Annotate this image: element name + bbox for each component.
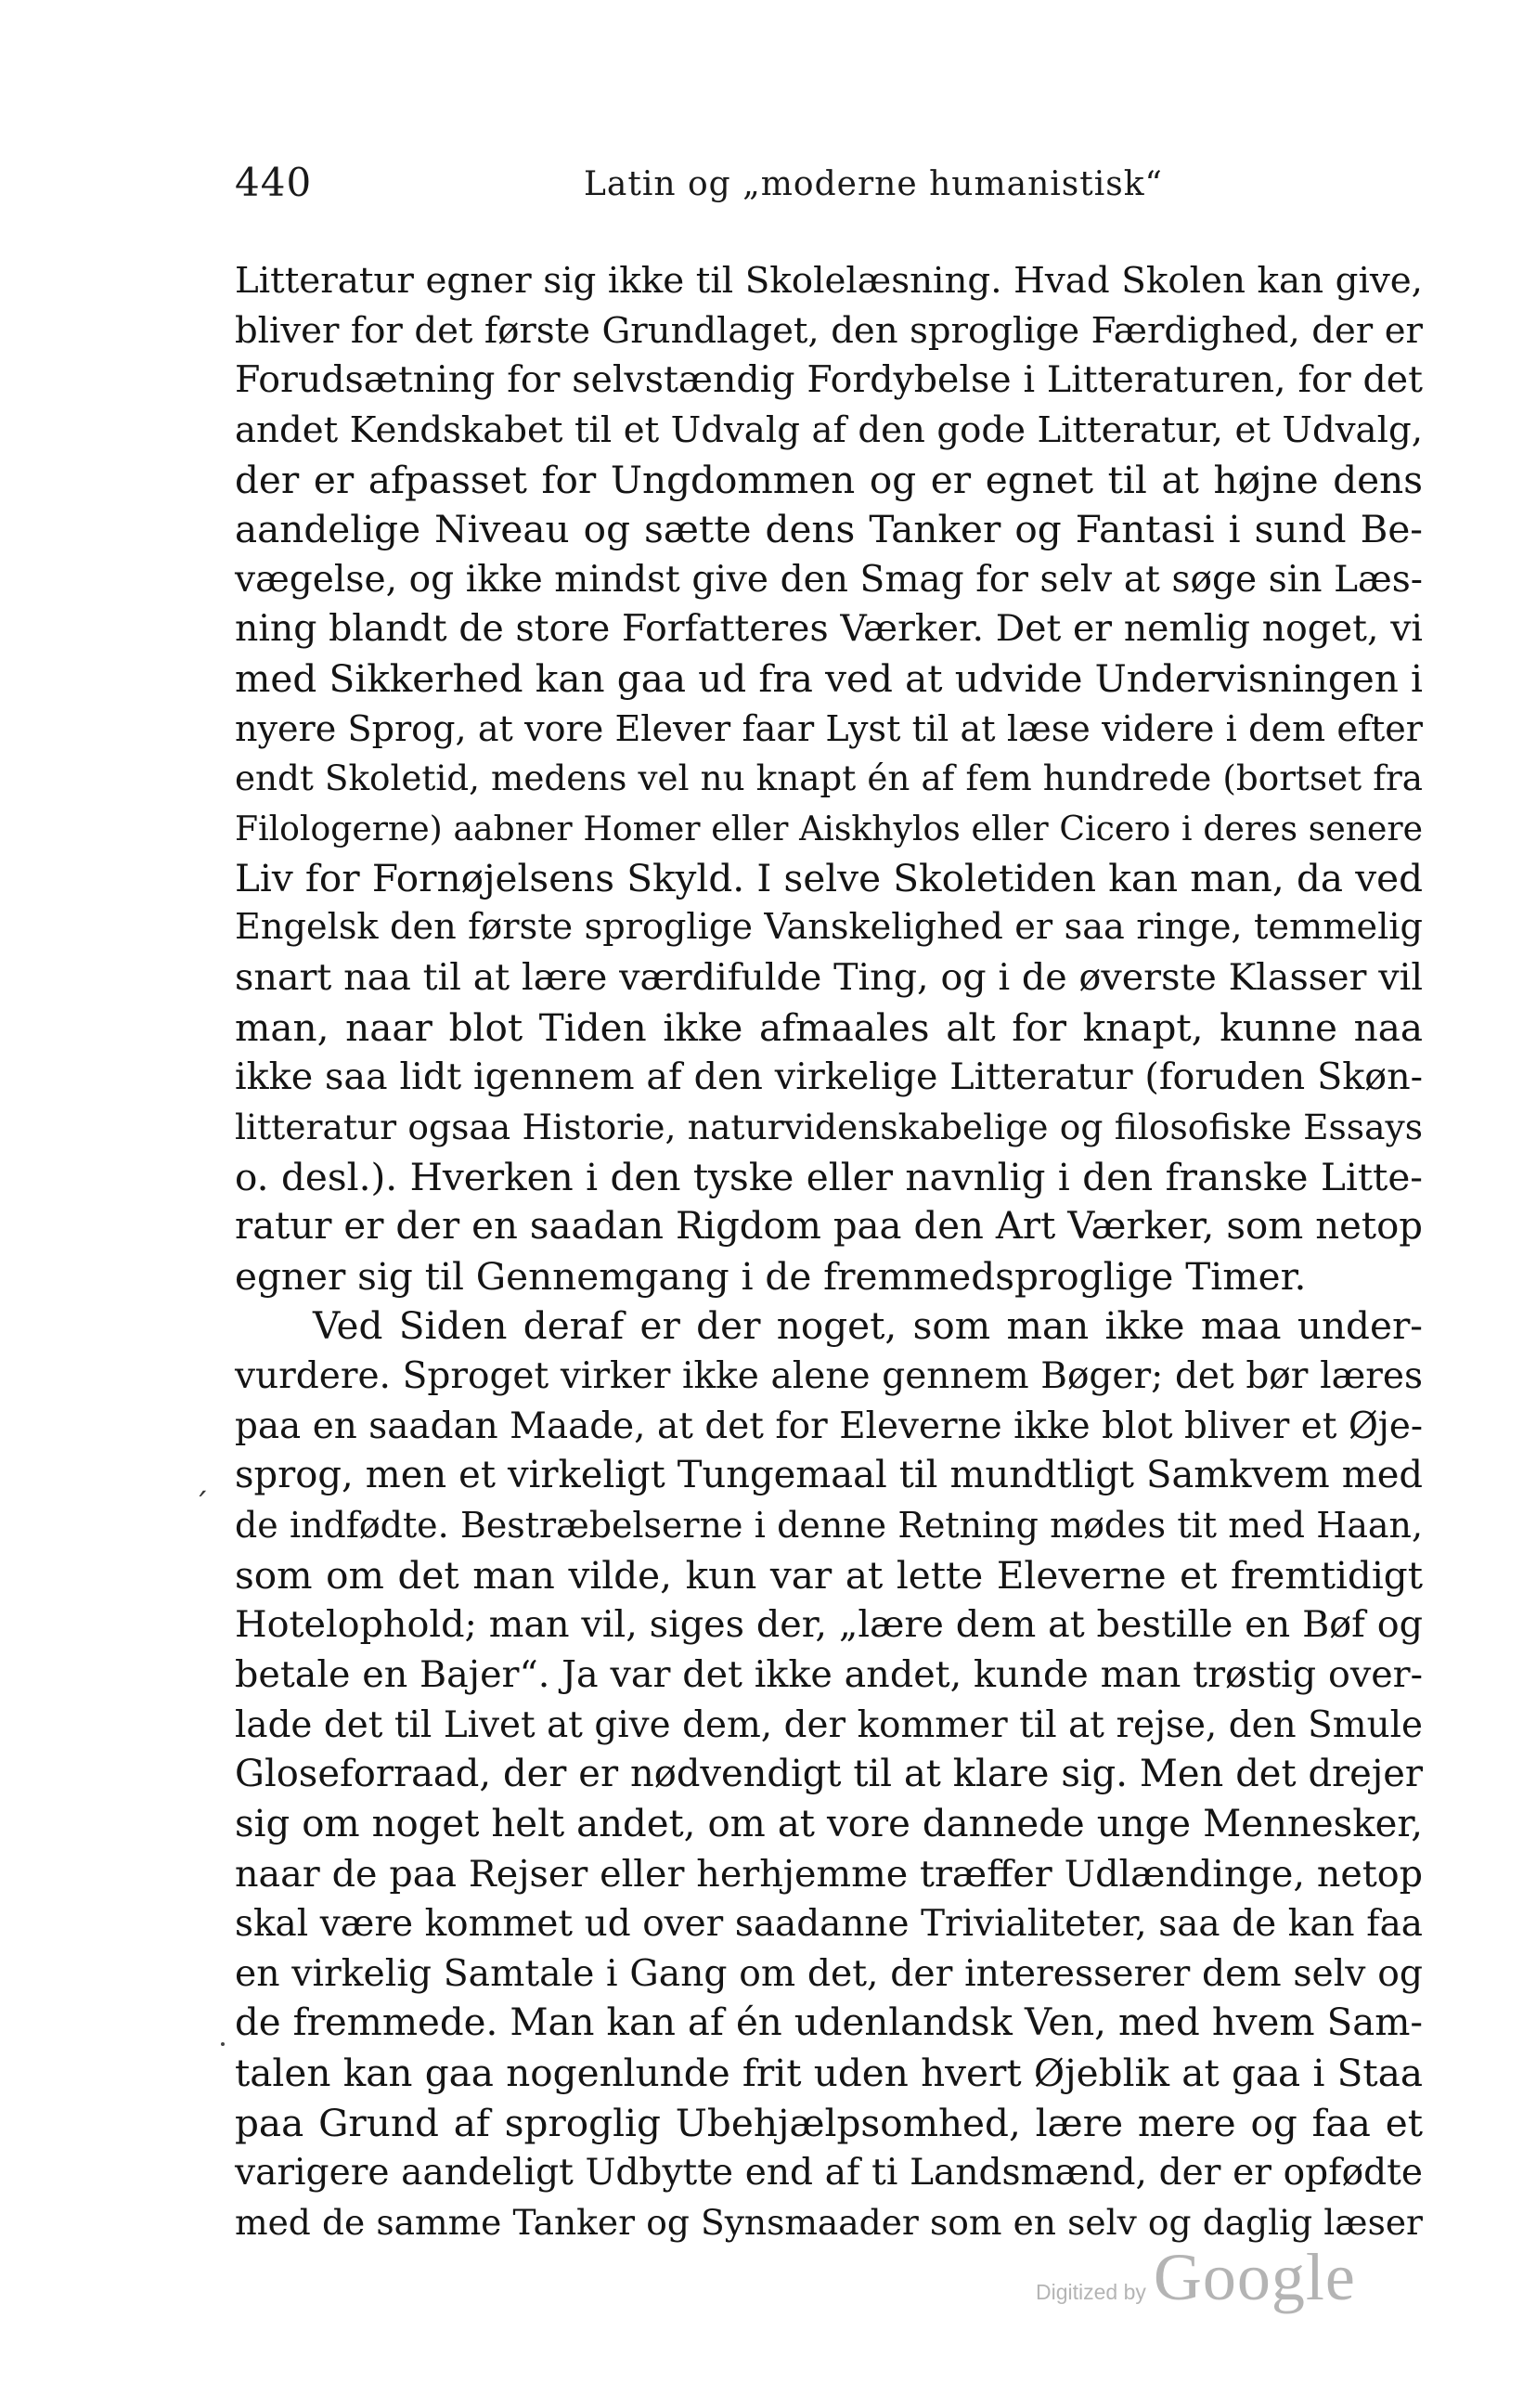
digitized-watermark	[1036, 2239, 1356, 2323]
text-line: Engelsk den første sproglige Vanskelighed er saa ringe, temmelig	[235, 907, 1423, 949]
stray-ink-dot	[221, 2042, 225, 2046]
text-line: Litteratur egner sig ikke til Skolelæsning. Hvad Skolen kan give,	[235, 260, 1423, 302]
margin-mark: ´	[193, 1487, 209, 1524]
text-line: betale en Bajer“. Ja var det ikke andet, kunde man trøstig over-	[235, 1652, 1423, 1696]
text-line: aandelige Niveau og sætte dens Tanker og Fantasi i sund Be-	[235, 507, 1423, 552]
text-line: endt Skoletid, medens vel nu knapt én af fem hundrede (bortset fra	[235, 757, 1423, 799]
text-line: som om det man vilde, kun var at lette Eleverne et fremtidigt	[235, 1552, 1423, 1598]
paragraph-1	[235, 256, 1423, 1301]
paragraph-2	[235, 1301, 1423, 2247]
text-line: litteratur ogsaa Historie, naturvidenskabelige og filosofiske Essays	[235, 1106, 1423, 1147]
text-line: sprog, men et virkeligt Tungemaal til mundtligt Samkvem med	[235, 1454, 1423, 1497]
text-line: ikke saa lidt igennem af den virkelige Litteratur (foruden Skøn-	[235, 1055, 1423, 1099]
text-line: skal være kommet ud over saadanne Trivialiteter, saa de kan faa	[235, 1903, 1423, 1946]
text-line: o. desl.). Hverken i den tyske eller navnlig i den franske Litte-	[235, 1154, 1423, 1199]
text-line: Hotelophold; man vil, siges der, „lære dem at bestille en Bøf og	[235, 1603, 1423, 1647]
running-head: Latin og „moderne humanistisk“	[584, 165, 1163, 203]
text-line: ning blandt de store Forfatteres Værker. Det er nemlig noget, vi	[235, 608, 1423, 651]
text-line: Forudsætning for selvstændig Fordybelse i Litteraturen, for det	[235, 358, 1423, 402]
text-line: naar de paa Rejser eller herhjemme træffer Udlændinge, netop	[235, 1852, 1423, 1896]
text-line: Ved Siden deraf er der noget, som man ikke maa under-	[313, 1303, 1423, 1349]
watermark-prefix: Digitized by	[1036, 2280, 1146, 2304]
text-line: paa Grund af sproglig Ubehjælpsomhed, lære mere og faa et	[235, 2100, 1423, 2145]
text-line: de fremmede. Man kan af én udenlandsk Ven, med hvem Sam-	[235, 2001, 1423, 2045]
google-logo: Google	[1153, 2240, 1356, 2314]
text-line: med de samme Tanker og Synsmaader som en selv og daglig læser	[235, 2201, 1423, 2243]
text-line: en virkelig Samtale i Gang om det, der interesserer dem selv og	[235, 1952, 1423, 1995]
text-line: med Sikkerhed kan gaa ud fra ved at udvide Undervisningen i	[235, 656, 1423, 702]
text-line: egner sig til Gennemgang i de fremmedsproglige Timer.	[235, 1253, 1307, 1299]
text-line: Gloseforraad, der er nødvendigt til at klare sig. Men det drejer	[235, 1753, 1423, 1796]
text-line: snart naa til at lære værdifulde Ting, og i de øverste Klasser vil	[235, 955, 1423, 999]
text-line: nyere Sprog, at vore Elever faar Lyst til at læse videre i dem efter	[235, 707, 1423, 749]
text-line: paa en saadan Maade, at det for Eleverne ikke blot bliver et Øje-	[235, 1405, 1423, 1447]
text-line: ratur er der en saadan Rigdom paa den Art Værker, som netop	[235, 1205, 1423, 1249]
text-line: sig om noget helt andet, om at vore dannede unge Mennesker,	[235, 1802, 1423, 1845]
text-line: Filologerne) aabner Homer eller Aiskhylos eller Cicero i deres senere	[235, 809, 1423, 849]
text-line: vurdere. Sproget virker ikke alene gennem Bøger; det bør læres	[235, 1355, 1423, 1398]
body-text	[235, 256, 1423, 2248]
text-line: man, naar blot Tiden ikke afmaales alt for knapt, kunne naa	[235, 1004, 1423, 1050]
text-line: talen kan gaa nogenlunde frit uden hvert Øjeblik at gaa i Staa	[235, 2051, 1423, 2096]
page-number: 440	[235, 160, 313, 205]
text-line: andet Kendskabet til et Udvalg af den gode Litteratur, et Udvalg,	[235, 408, 1423, 451]
text-line: der er afpasset for Ungdommen og er egnet til at højne dens	[235, 457, 1423, 502]
text-line: lade det til Livet at give dem, der kommer til at rejse, den Smule	[235, 1703, 1423, 1746]
page-header	[235, 160, 1423, 215]
text-line: bliver for det første Grundlaget, den sproglige Færdighed, der er	[235, 309, 1423, 352]
text-line: vægelse, og ikke mindst give den Smag for selv at søge sin Læs-	[235, 558, 1423, 601]
text-line: Liv for Fornøjelsens Skyld. I selve Skoletiden kan man, da ved	[235, 855, 1423, 900]
text-line: de indfødte. Bestræbelserne i denne Retning mødes tit med Haan,	[235, 1505, 1423, 1547]
text-line: varigere aandeligt Udbytte end af ti Landsmænd, der er opfødte	[235, 2152, 1423, 2194]
